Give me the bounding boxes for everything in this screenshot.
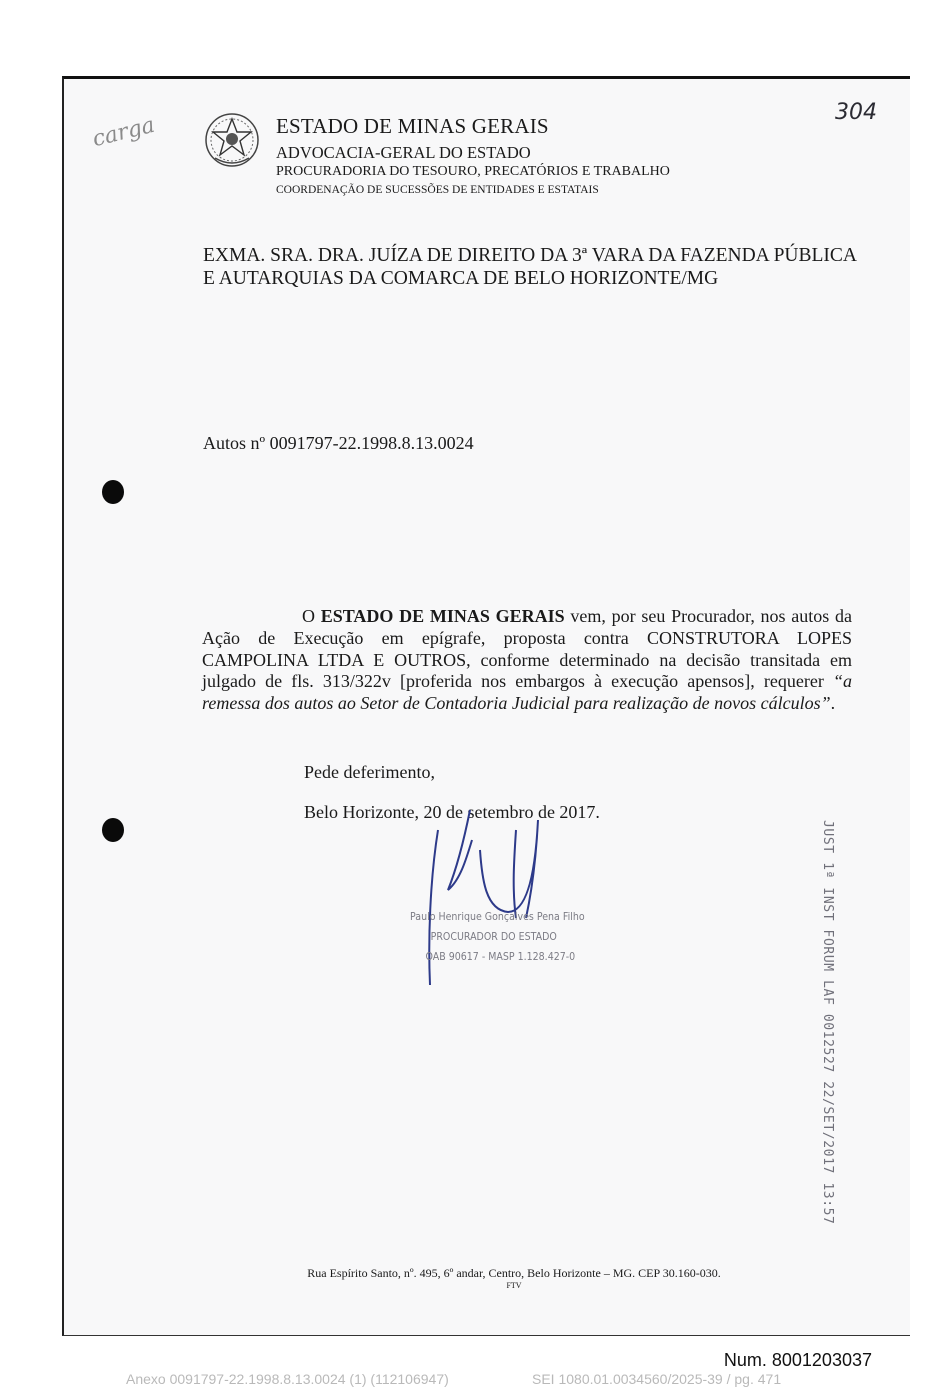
addressee-line-1: EXMA. SRA. DRA. JUÍZA DE DIREITO DA 3ª VARA DA FAZENDA PÚBLICA xyxy=(203,245,857,266)
header-agency: ADVOCACIA-GERAL DO ESTADO xyxy=(276,143,531,162)
case-number: Autos nº 0091797-22.1998.8.13.0024 xyxy=(203,433,474,453)
stamp-title: PROCURADOR DO ESTADO xyxy=(430,930,557,943)
header-coordination: COORDENAÇÃO DE SUCESSÕES DE ENTIDADES E ESTATAIS xyxy=(276,184,599,196)
closing: Pede deferimento, xyxy=(304,762,435,782)
punch-hole xyxy=(102,480,124,504)
protocol-stamp: JUST 1ª INST FORUM LAF 0012527 22/SET/2017 13:57 xyxy=(820,820,835,1225)
annex-reference: Anexo 0091797-22.1998.8.13.0024 (1) (112106947) xyxy=(126,1371,449,1387)
handwritten-page-number: 304 xyxy=(835,100,877,125)
body-quote: “a remessa dos autos ao Setor de Contadoria Judicial para realização de novos cálculos” xyxy=(202,671,852,714)
stamp-registration: OAB 90617 - MASP 1.128.427-0 xyxy=(425,950,576,963)
petition-body xyxy=(202,606,852,715)
footer-initials: FTV xyxy=(506,1281,522,1290)
header-department: PROCURADORIA DO TESOURO, PRECATÓRIOS E TRABALHO xyxy=(276,164,670,179)
body-lead: O xyxy=(302,606,321,626)
header-state: ESTADO DE MINAS GERAIS xyxy=(276,114,549,138)
body-text: vem, por seu Procurador, nos autos da Ação de Execução em epígrafe, proposta contra CONSTRUTORA LOPES CAMPOLINA LTDA E OUTROS, conforme determinado na decisão transitada em julgado de fls. 313/322v [proferida nos embargos à execução apensos], requerer xyxy=(202,606,853,692)
addressee-line-2: E AUTARQUIAS DA COMARCA DE BELO HORIZONTE/MG xyxy=(203,268,719,289)
footer-address: Rua Espírito Santo, nº. 495, 6º andar, Centro, Belo Horizonte – MG. CEP 30.160-030. xyxy=(307,1266,721,1280)
stamp-name: Paulo Henrique Gonçalves Pena Filho xyxy=(410,910,585,923)
body-party: ESTADO DE MINAS GERAIS xyxy=(320,606,565,626)
place-date: Belo Horizonte, 20 de setembro de 2017. xyxy=(304,802,600,822)
sei-reference: SEI 1080.01.0034560/2025-39 / pg. 471 xyxy=(532,1371,782,1387)
handwritten-note: carga xyxy=(90,112,158,153)
punch-hole xyxy=(102,818,124,842)
signature-stamp xyxy=(410,907,585,967)
document-id: Num. 8001203037 xyxy=(723,1350,872,1370)
body-end: . xyxy=(830,693,836,714)
coat-of-arms-icon xyxy=(203,110,261,170)
addressee xyxy=(203,244,863,290)
